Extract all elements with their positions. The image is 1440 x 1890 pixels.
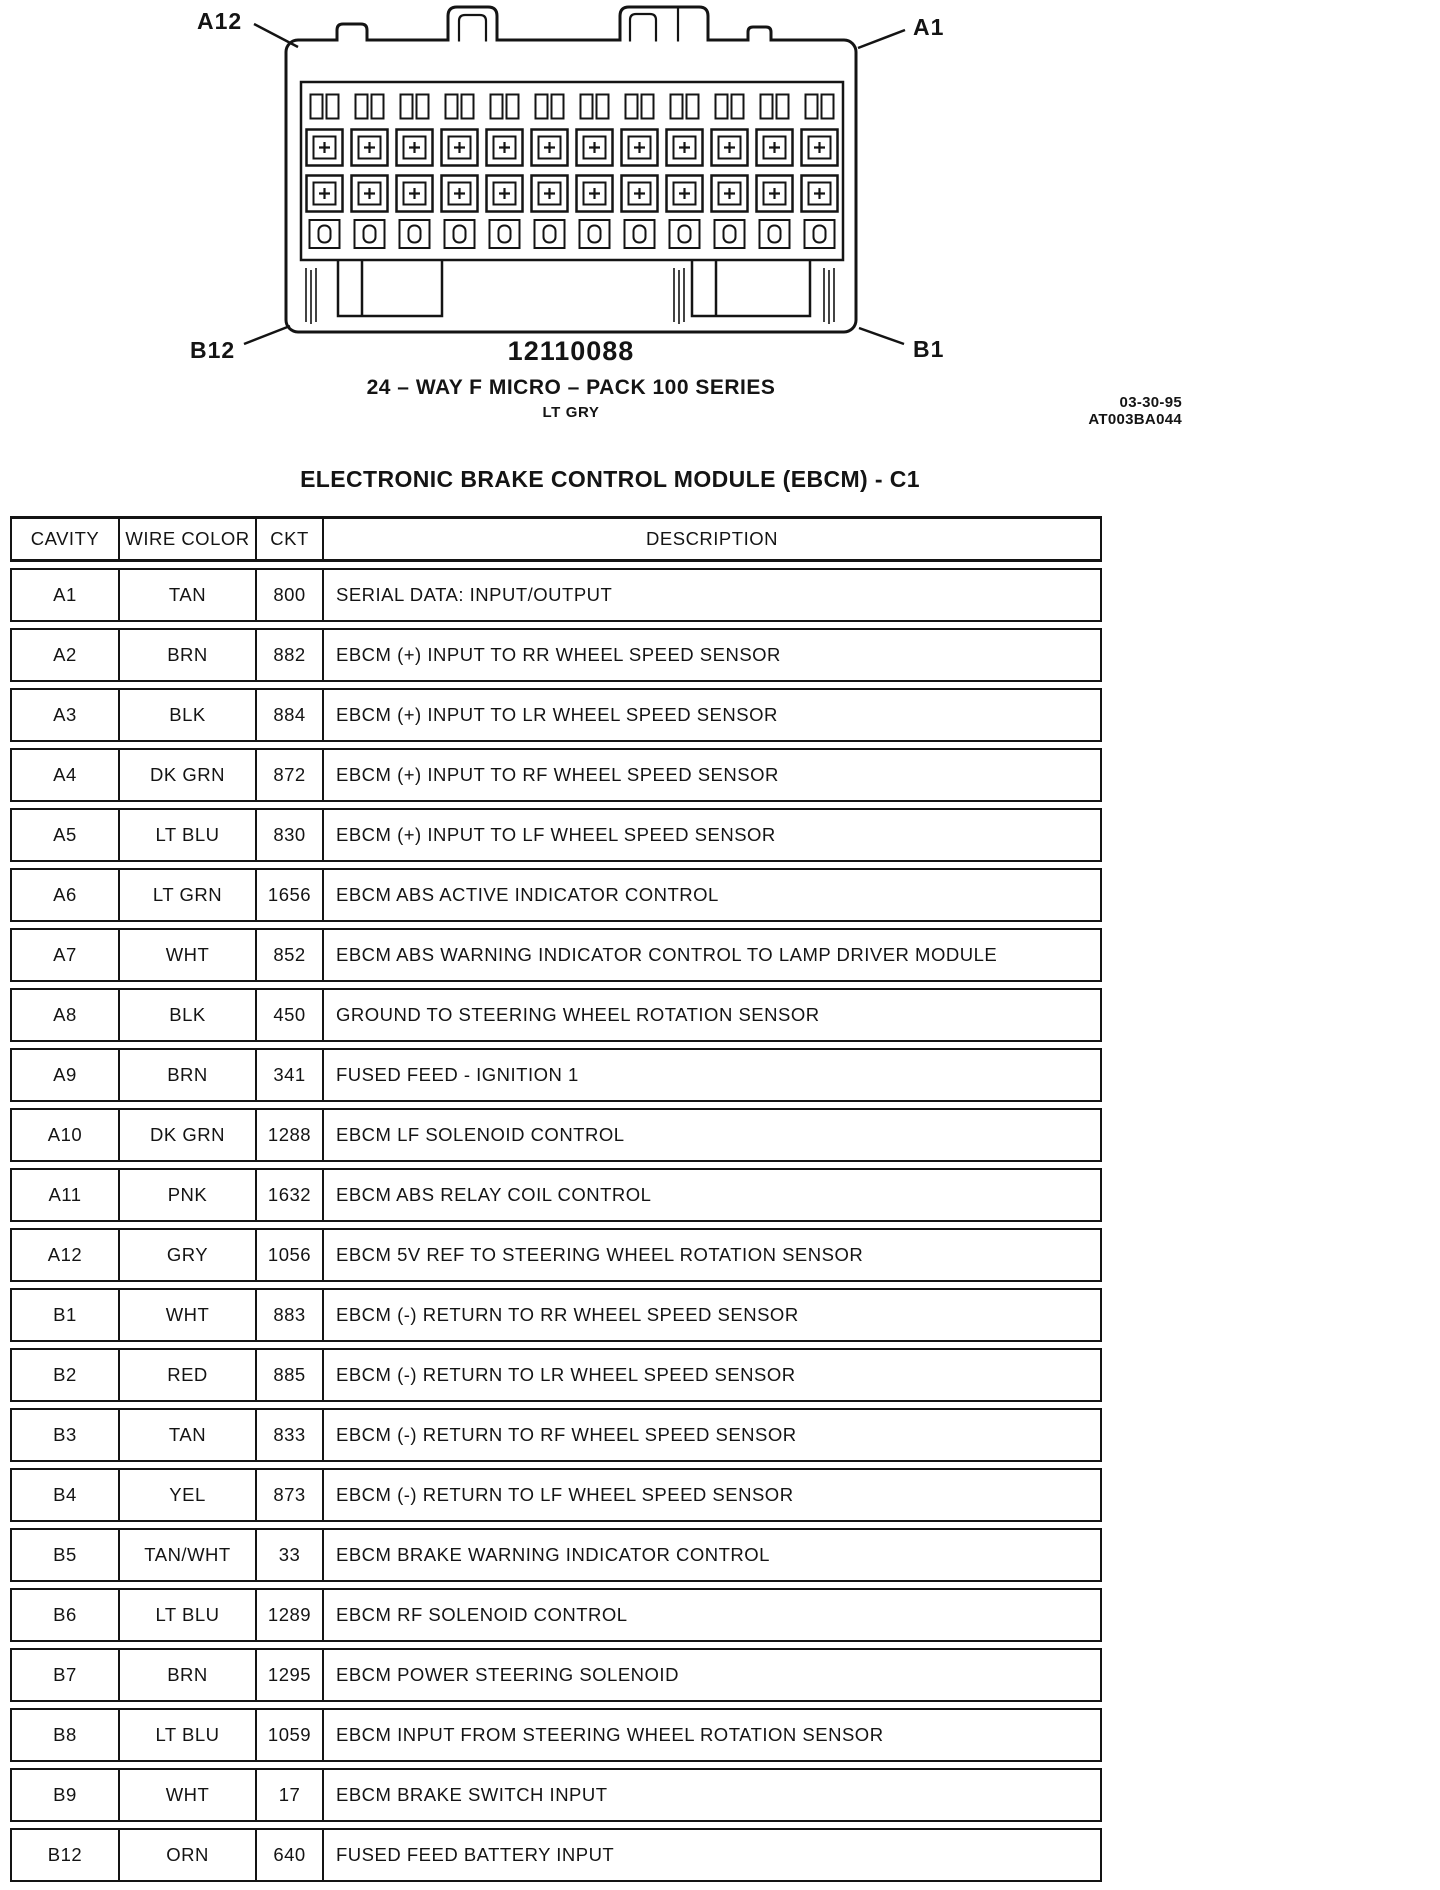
- wire-color-cell: YEL: [120, 1468, 257, 1522]
- description-cell: EBCM (+) INPUT TO RF WHEEL SPEED SENSOR: [324, 748, 1102, 802]
- ckt-cell: 882: [257, 628, 324, 682]
- wire-color-cell: BLK: [120, 988, 257, 1042]
- description-cell: EBCM (+) INPUT TO LF WHEEL SPEED SENSOR: [324, 808, 1102, 862]
- doc-code: AT003BA044: [1088, 411, 1182, 428]
- wire-color-cell: BRN: [120, 628, 257, 682]
- leader-line-a1: [858, 30, 905, 48]
- part-number: 12110088: [507, 336, 635, 366]
- ckt-cell: 852: [257, 928, 324, 982]
- wire-color-cell: BLK: [120, 688, 257, 742]
- cavity-cell: A12: [10, 1228, 120, 1282]
- table-row: [10, 568, 1102, 622]
- connector-caption: [286, 336, 856, 421]
- table-row: [10, 928, 1102, 982]
- table-row: [10, 1168, 1102, 1222]
- description-cell: EBCM (-) RETURN TO LF WHEEL SPEED SENSOR: [324, 1468, 1102, 1522]
- cavity-cell: B7: [10, 1648, 120, 1702]
- pin-label-a1: A1: [913, 14, 945, 40]
- ckt-cell: 17: [257, 1768, 324, 1822]
- wire-color-cell: WHT: [120, 1768, 257, 1822]
- wire-color-cell: BRN: [120, 1648, 257, 1702]
- cavity-cell: A7: [10, 928, 120, 982]
- header-cavity: CAVITY: [10, 516, 120, 562]
- table-row: [10, 1408, 1102, 1462]
- ckt-cell: 1656: [257, 868, 324, 922]
- pin-label-a12: A12: [197, 8, 243, 34]
- header-description: DESCRIPTION: [324, 516, 1102, 562]
- description-cell: EBCM ABS WARNING INDICATOR CONTROL TO LAMP DRIVER MODULE: [324, 928, 1102, 982]
- wire-color-cell: GRY: [120, 1228, 257, 1282]
- terminal-row-b-slots: [302, 218, 842, 251]
- pin-label-b12: B12: [190, 337, 236, 363]
- cavity-cell: B6: [10, 1588, 120, 1642]
- table-row: [10, 1708, 1102, 1762]
- ckt-cell: 1632: [257, 1168, 324, 1222]
- description-cell: EBCM RF SOLENOID CONTROL: [324, 1588, 1102, 1642]
- cavity-cell: A5: [10, 808, 120, 862]
- cavity-cell: B4: [10, 1468, 120, 1522]
- wire-color-cell: LT BLU: [120, 808, 257, 862]
- cavity-cell: B3: [10, 1408, 120, 1462]
- description-cell: EBCM (-) RETURN TO RF WHEEL SPEED SENSOR: [324, 1408, 1102, 1462]
- table-row: [10, 1288, 1102, 1342]
- header-ckt: CKT: [257, 516, 324, 562]
- table-row: [10, 868, 1102, 922]
- header-wire-color: WIRE COLOR: [120, 516, 257, 562]
- description-cell: EBCM BRAKE WARNING INDICATOR CONTROL: [324, 1528, 1102, 1582]
- connector-drawing: [0, 0, 1440, 372]
- doc-reference: [1088, 394, 1182, 428]
- connector-series: 24 – WAY F MICRO – PACK 100 SERIES: [366, 376, 776, 399]
- table-row: [10, 1228, 1102, 1282]
- ckt-cell: 873: [257, 1468, 324, 1522]
- ckt-cell: 885: [257, 1348, 324, 1402]
- cavity-cell: A11: [10, 1168, 120, 1222]
- cavity-cell: A10: [10, 1108, 120, 1162]
- table-row: [10, 1108, 1102, 1162]
- description-cell: SERIAL DATA: INPUT/OUTPUT: [324, 568, 1102, 622]
- table-row: [10, 1828, 1102, 1882]
- cavity-cell: A1: [10, 568, 120, 622]
- pinout-table: [10, 510, 1102, 1888]
- wire-color-cell: LT GRN: [120, 868, 257, 922]
- cavity-cell: B2: [10, 1348, 120, 1402]
- description-cell: EBCM ABS RELAY COIL CONTROL: [324, 1168, 1102, 1222]
- cavity-cell: A8: [10, 988, 120, 1042]
- description-cell: EBCM (+) INPUT TO RR WHEEL SPEED SENSOR: [324, 628, 1102, 682]
- ckt-cell: 872: [257, 748, 324, 802]
- ckt-cell: 33: [257, 1528, 324, 1582]
- wire-color-cell: TAN/WHT: [120, 1528, 257, 1582]
- wire-color-cell: WHT: [120, 928, 257, 982]
- pinout-table-body: [10, 568, 1102, 1882]
- ckt-cell: 884: [257, 688, 324, 742]
- wire-color-cell: RED: [120, 1348, 257, 1402]
- description-cell: EBCM (+) INPUT TO LR WHEEL SPEED SENSOR: [324, 688, 1102, 742]
- wire-color-cell: ORN: [120, 1828, 257, 1882]
- table-row: [10, 688, 1102, 742]
- description-cell: EBCM LF SOLENOID CONTROL: [324, 1108, 1102, 1162]
- description-cell: GROUND TO STEERING WHEEL ROTATION SENSOR: [324, 988, 1102, 1042]
- ckt-cell: 1289: [257, 1588, 324, 1642]
- doc-date: 03-30-95: [1119, 394, 1182, 411]
- table-row: [10, 628, 1102, 682]
- wire-color-cell: BRN: [120, 1048, 257, 1102]
- ckt-cell: 1288: [257, 1108, 324, 1162]
- ckt-cell: 830: [257, 808, 324, 862]
- ckt-cell: 341: [257, 1048, 324, 1102]
- description-cell: EBCM (-) RETURN TO LR WHEEL SPEED SENSOR: [324, 1348, 1102, 1402]
- terminal-row-a-slots: [302, 92, 842, 122]
- connector-latch-tabs: [337, 7, 771, 42]
- table-row: [10, 748, 1102, 802]
- table-row: [10, 1648, 1102, 1702]
- cavity-cell: A4: [10, 748, 120, 802]
- page-title: ELECTRONIC BRAKE CONTROL MODULE (EBCM) - C1: [300, 466, 920, 492]
- cavity-cell: B8: [10, 1708, 120, 1762]
- ckt-cell: 640: [257, 1828, 324, 1882]
- pin-label-b1: B1: [913, 336, 945, 362]
- leader-line-b12: [244, 326, 290, 344]
- connector-figure: [0, 0, 1440, 500]
- ckt-cell: 1059: [257, 1708, 324, 1762]
- description-cell: EBCM INPUT FROM STEERING WHEEL ROTATION SENSOR: [324, 1708, 1102, 1762]
- wire-color-cell: TAN: [120, 568, 257, 622]
- description-cell: EBCM ABS ACTIVE INDICATOR CONTROL: [324, 868, 1102, 922]
- cavity-cell: A6: [10, 868, 120, 922]
- wire-color-cell: DK GRN: [120, 1108, 257, 1162]
- terminal-row-1: [302, 128, 842, 168]
- description-cell: EBCM BRAKE SWITCH INPUT: [324, 1768, 1102, 1822]
- ckt-cell: 800: [257, 568, 324, 622]
- terminal-row-2: [302, 174, 842, 214]
- description-cell: FUSED FEED - IGNITION 1: [324, 1048, 1102, 1102]
- wire-color-cell: PNK: [120, 1168, 257, 1222]
- leader-line-a12: [254, 24, 298, 47]
- cavity-cell: B1: [10, 1288, 120, 1342]
- description-cell: EBCM POWER STEERING SOLENOID: [324, 1648, 1102, 1702]
- cavity-cell: B12: [10, 1828, 120, 1882]
- leader-line-b1: [859, 328, 904, 344]
- table-row: [10, 1048, 1102, 1102]
- wire-color-cell: WHT: [120, 1288, 257, 1342]
- wire-color-cell: LT BLU: [120, 1708, 257, 1762]
- cavity-cell: A9: [10, 1048, 120, 1102]
- table-row: [10, 1468, 1102, 1522]
- table-row: [10, 1588, 1102, 1642]
- description-cell: FUSED FEED BATTERY INPUT: [324, 1828, 1102, 1882]
- ckt-cell: 1056: [257, 1228, 324, 1282]
- description-cell: EBCM (-) RETURN TO RR WHEEL SPEED SENSOR: [324, 1288, 1102, 1342]
- wire-color-cell: LT BLU: [120, 1588, 257, 1642]
- table-header-row: [10, 516, 1102, 562]
- ckt-cell: 1295: [257, 1648, 324, 1702]
- ckt-cell: 883: [257, 1288, 324, 1342]
- table-row: [10, 1528, 1102, 1582]
- cavity-cell: B9: [10, 1768, 120, 1822]
- cavity-cell: B5: [10, 1528, 120, 1582]
- cavity-cell: A2: [10, 628, 120, 682]
- ckt-cell: 833: [257, 1408, 324, 1462]
- cavity-cell: A3: [10, 688, 120, 742]
- table-row: [10, 1768, 1102, 1822]
- table-row: [10, 808, 1102, 862]
- table-row: [10, 1348, 1102, 1402]
- description-cell: EBCM 5V REF TO STEERING WHEEL ROTATION SENSOR: [324, 1228, 1102, 1282]
- table-row: [10, 988, 1102, 1042]
- wire-color-cell: DK GRN: [120, 748, 257, 802]
- ckt-cell: 450: [257, 988, 324, 1042]
- connector-color: LT GRY: [542, 404, 600, 421]
- wire-color-cell: TAN: [120, 1408, 257, 1462]
